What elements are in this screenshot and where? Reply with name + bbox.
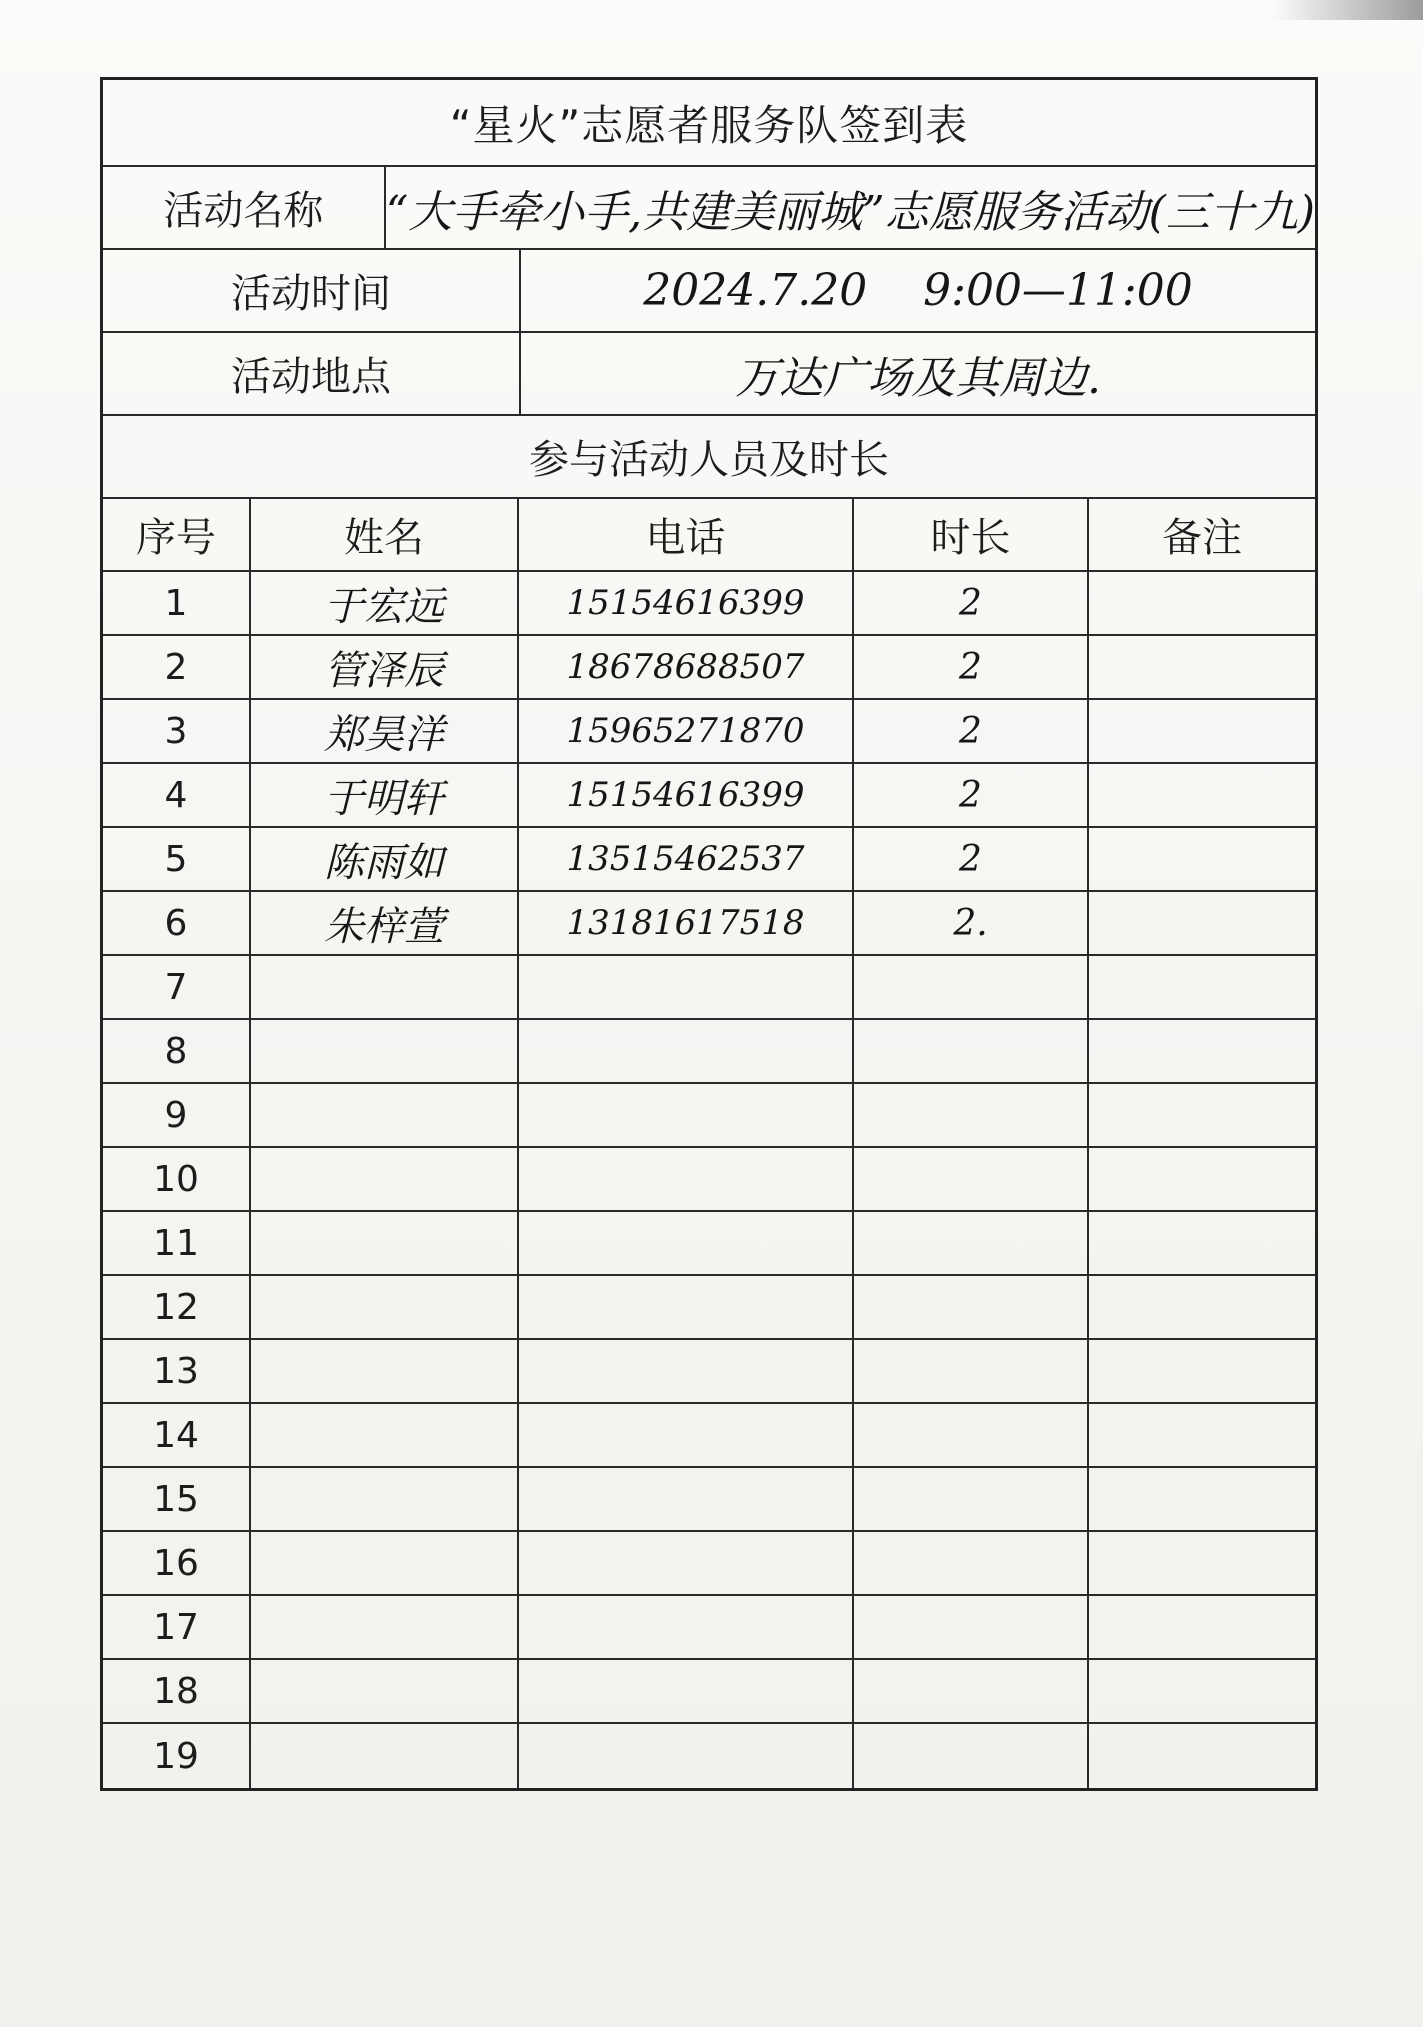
row-name: 管泽辰 [251, 636, 519, 698]
table-row [103, 1340, 1315, 1404]
row-note [1089, 1276, 1315, 1338]
row-name [251, 1532, 519, 1594]
row-phone [519, 1660, 854, 1722]
row-duration: 2 [854, 700, 1089, 762]
table-row [103, 1468, 1315, 1532]
row-name [251, 1724, 519, 1788]
table-row [103, 1084, 1315, 1148]
row-number: 3 [103, 700, 251, 762]
row-number: 9 [103, 1084, 251, 1146]
table-row [103, 892, 1315, 956]
section-title-row [103, 416, 1315, 499]
row-name [251, 1340, 519, 1402]
row-duration: 2 [854, 828, 1089, 890]
row-number: 19 [103, 1724, 251, 1788]
row-name [251, 1148, 519, 1210]
row-note [1089, 1596, 1315, 1658]
row-duration [854, 1084, 1089, 1146]
row-note [1089, 1724, 1315, 1788]
row-note [1089, 892, 1315, 954]
row-number: 15 [103, 1468, 251, 1530]
table-row [103, 1660, 1315, 1724]
table-row [103, 1532, 1315, 1596]
row-phone [519, 1724, 854, 1788]
row-note [1089, 1340, 1315, 1402]
row-phone [519, 956, 854, 1018]
row-duration: 2 [854, 572, 1089, 634]
row-number: 14 [103, 1404, 251, 1466]
row-phone: 18678688507 [519, 636, 854, 698]
row-duration: 2 [854, 636, 1089, 698]
row-name [251, 956, 519, 1018]
table-row [103, 1724, 1315, 1788]
row-note [1089, 636, 1315, 698]
activity-name-row [103, 167, 1315, 250]
row-number: 12 [103, 1276, 251, 1338]
table-body [103, 572, 1315, 1788]
row-number: 16 [103, 1532, 251, 1594]
row-number: 11 [103, 1212, 251, 1274]
row-phone [519, 1020, 854, 1082]
row-phone: 15154616399 [519, 764, 854, 826]
row-name [251, 1660, 519, 1722]
column-header-phone: 电话 [519, 499, 854, 570]
row-number: 10 [103, 1148, 251, 1210]
activity-place-value: 万达广场及其周边. [735, 352, 1101, 404]
row-name [251, 1020, 519, 1082]
table-row [103, 1596, 1315, 1660]
row-name [251, 1212, 519, 1274]
row-number: 1 [103, 572, 251, 634]
table-row [103, 700, 1315, 764]
table-row [103, 1148, 1315, 1212]
sheet-title: “星火”志愿者服务队签到表 [449, 100, 969, 150]
table-row [103, 1212, 1315, 1276]
row-name [251, 1084, 519, 1146]
row-note [1089, 1660, 1315, 1722]
activity-place-label: 活动地点 [103, 333, 521, 414]
row-duration [854, 1276, 1089, 1338]
row-name [251, 1404, 519, 1466]
row-duration [854, 1596, 1089, 1658]
row-phone [519, 1084, 854, 1146]
row-phone: 15154616399 [519, 572, 854, 634]
row-duration: 2 [854, 764, 1089, 826]
row-note [1089, 700, 1315, 762]
row-number: 8 [103, 1020, 251, 1082]
row-name [251, 1276, 519, 1338]
activity-name-value: “大手牵小手,共建美丽城”志愿服务活动(三十九) [385, 186, 1315, 238]
row-phone: 13181617518 [519, 892, 854, 954]
row-name: 于明轩 [251, 764, 519, 826]
row-note [1089, 1020, 1315, 1082]
row-name: 陈雨如 [251, 828, 519, 890]
row-duration [854, 1724, 1089, 1788]
row-phone: 13515462537 [519, 828, 854, 890]
row-duration [854, 1404, 1089, 1466]
row-number: 5 [103, 828, 251, 890]
row-note [1089, 572, 1315, 634]
row-duration [854, 1148, 1089, 1210]
row-number: 2 [103, 636, 251, 698]
row-duration: 2. [854, 892, 1089, 954]
row-duration [854, 1660, 1089, 1722]
row-phone [519, 1596, 854, 1658]
row-duration [854, 1532, 1089, 1594]
row-name: 郑昊洋 [251, 700, 519, 762]
activity-place-row [103, 333, 1315, 416]
row-phone [519, 1404, 854, 1466]
row-number: 4 [103, 764, 251, 826]
row-number: 7 [103, 956, 251, 1018]
row-name: 于宏远 [251, 572, 519, 634]
scan-edge-shadow [1273, 0, 1423, 20]
row-number: 6 [103, 892, 251, 954]
column-header-no: 序号 [103, 499, 251, 570]
row-phone [519, 1212, 854, 1274]
row-duration [854, 1020, 1089, 1082]
row-phone: 15965271870 [519, 700, 854, 762]
row-name [251, 1468, 519, 1530]
row-phone [519, 1468, 854, 1530]
column-header-name: 姓名 [251, 499, 519, 570]
row-phone [519, 1276, 854, 1338]
row-note [1089, 1212, 1315, 1274]
row-number: 13 [103, 1340, 251, 1402]
title-row [103, 80, 1315, 167]
row-note [1089, 1468, 1315, 1530]
table-row [103, 636, 1315, 700]
row-duration [854, 1212, 1089, 1274]
row-duration [854, 1340, 1089, 1402]
row-phone [519, 1532, 854, 1594]
row-note [1089, 1084, 1315, 1146]
row-note [1089, 828, 1315, 890]
row-phone [519, 1340, 854, 1402]
row-duration [854, 956, 1089, 1018]
row-note [1089, 1148, 1315, 1210]
row-name [251, 1596, 519, 1658]
activity-time-row [103, 250, 1315, 333]
table-row [103, 764, 1315, 828]
table-row [103, 1276, 1315, 1340]
row-note [1089, 1404, 1315, 1466]
section-title: 参与活动人员及时长 [529, 437, 889, 483]
activity-name-label: 活动名称 [103, 167, 386, 248]
sign-in-sheet [100, 77, 1318, 1791]
table-header [103, 499, 1315, 572]
row-note [1089, 956, 1315, 1018]
row-note [1089, 1532, 1315, 1594]
row-name: 朱梓萱 [251, 892, 519, 954]
row-duration [854, 1468, 1089, 1530]
table-row [103, 1020, 1315, 1084]
row-note [1089, 764, 1315, 826]
row-number: 17 [103, 1596, 251, 1658]
table-row [103, 1404, 1315, 1468]
column-header-note: 备注 [1162, 515, 1242, 561]
row-number: 18 [103, 1660, 251, 1722]
table-row [103, 956, 1315, 1020]
table-row [103, 828, 1315, 892]
table-row [103, 572, 1315, 636]
activity-time-value: 2024.7.20 9:00—11:00 [643, 265, 1193, 316]
activity-time-label: 活动时间 [103, 250, 521, 331]
row-phone [519, 1148, 854, 1210]
column-header-duration: 时长 [854, 499, 1089, 570]
